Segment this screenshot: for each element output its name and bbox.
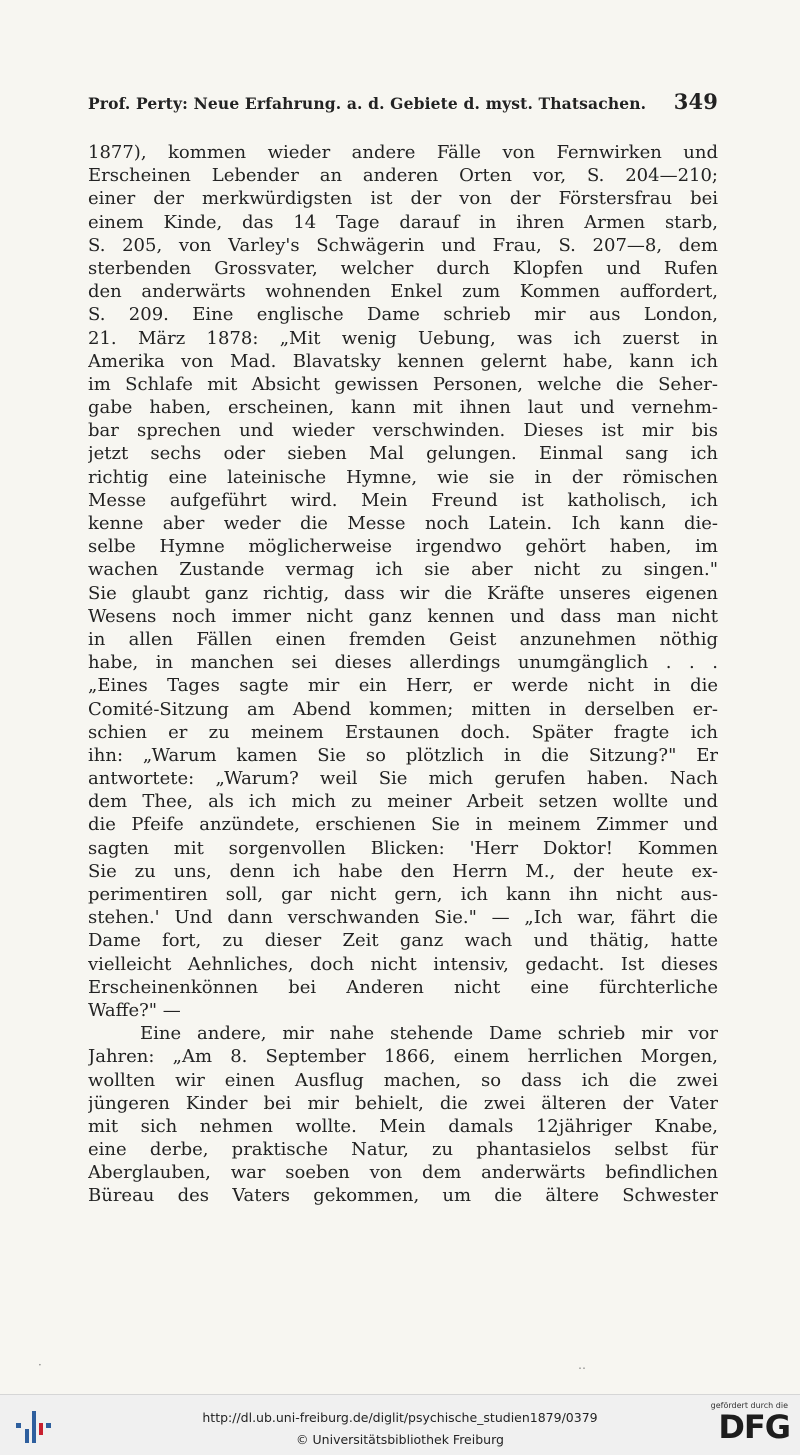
text-line: bar sprechen und wieder verschwinden. Dieses ist mir bis: [88, 420, 718, 442]
text-line: Wesens noch immer nicht ganz kennen und dass man nicht: [88, 605, 718, 627]
text-line: einem Kinde, das 14 Tage darauf in ihren Armen starb,: [88, 211, 718, 233]
text-line: kenne aber weder die Messe noch Latein. Ich kann die-: [88, 513, 718, 534]
text-line: vielleicht Aehnliches, doch nicht intensiv, gedacht. Ist dieses: [88, 953, 718, 975]
text-line: im Schlafe mit Absicht gewissen Personen, welche die Seher-: [88, 373, 718, 395]
text-line: Messe aufgeführt wird. Mein Freund ist katholisch, ich: [88, 489, 718, 511]
text-line: sterbenden Grossvater, welcher durch Klopfen und Rufen: [88, 257, 718, 279]
text-line: die Pfeife anzündete, erschienen Sie in meinem Zimmer und: [88, 814, 718, 836]
text-line: in allen Fällen einen fremden Geist anzunehmen nöthig: [88, 628, 718, 650]
text-line: selbe Hymne möglicherweise irgendwo gehört haben, im: [88, 536, 718, 558]
text-line: sagten mit sorgenvollen Blicken: 'Herr Doktor! Kommen: [88, 837, 718, 859]
text-line: den anderwärts wohnenden Enkel zum Kommen auffordert,: [88, 281, 718, 303]
text-line: einer der merkwürdigsten ist der von der Förstersfrau bei: [88, 188, 718, 210]
text-line: antwortete: „Warum? weil Sie mich gerufen haben. Nach: [88, 768, 718, 790]
scan-speck: ‥: [578, 1358, 587, 1372]
text-line: Comité-Sitzung am Abend kommen; mitten in derselben er-: [88, 698, 718, 720]
text-line: wachen Zustande vermag ich sie aber nicht zu singen.": [88, 559, 718, 581]
dfg-caption: gefördert durch die: [710, 1401, 788, 1410]
text-line: perimentiren soll, gar nicht gern, ich kann ihn nicht aus-: [88, 884, 718, 905]
text-line: jüngeren Kinder bei mir behielt, die zwei älteren der Vater: [88, 1092, 718, 1114]
text-line: richtig eine lateinische Hymne, wie sie in der römischen: [88, 466, 718, 488]
text-line: S. 205, von Varley's Schwägerin und Frau, S. 207—8, dem: [88, 234, 718, 256]
copyright-notice: © Universitätsbibliothek Freiburg: [296, 1432, 504, 1447]
viewer-footer: [0, 1394, 800, 1455]
text-line: stehen.' Und dann verschwanden Sie." — „Ich war, fährt die: [88, 907, 718, 929]
scan-speck: ·: [38, 1358, 42, 1372]
text-line: Dame fort, zu dieser Zeit ganz wach und thätig, hatte: [88, 930, 718, 952]
running-head: [88, 92, 718, 118]
text-line: 21. März 1878: „Mit wenig Uebung, was ich zuerst in: [88, 327, 718, 349]
text-line: eine derbe, praktische Natur, zu phantasielos selbst für: [88, 1139, 718, 1161]
text-line: Eine andere, mir nahe stehende Dame schrieb mir vor: [140, 1023, 718, 1045]
text-line: „Eines Tages sagte mir ein Herr, er werde nicht in die: [88, 675, 718, 697]
body-text: [88, 141, 718, 1208]
text-line: Amerika von Mad. Blavatsky kennen gelernt habe, kann ich: [88, 350, 718, 372]
text-line: mit sich nehmen wollte. Mein damals 12jähriger Knabe,: [88, 1115, 718, 1137]
text-line: gabe haben, erscheinen, kann mit ihnen laut und vernehm-: [88, 397, 718, 419]
text-line: Jahren: „Am 8. September 1866, einem herrlichen Morgen,: [88, 1046, 718, 1068]
permalink-url[interactable]: http://dl.ub.uni-freiburg.de/diglit/psychische_studien1879/0379: [202, 1410, 598, 1425]
text-line: habe, in manchen sei dieses allerdings unumgänglich . . .: [88, 652, 718, 674]
page-number: 349: [673, 92, 718, 114]
text-line: 1877), kommen wieder andere Fälle von Fernwirken und: [88, 142, 718, 163]
running-head-title: Prof. Perty: Neue Erfahrung. a. d. Gebiete d. myst. Thatsachen.: [88, 94, 647, 113]
text-line: Sie glaubt ganz richtig, dass wir die Kräfte unseres eigenen: [88, 582, 718, 604]
text-line: jetzt sechs oder sieben Mal gelungen. Einmal sang ich: [88, 443, 718, 465]
text-line: wollten wir einen Ausflug machen, so dass ich die zwei: [88, 1069, 718, 1091]
text-line: Erscheinen Lebender an anderen Orten vor, S. 204—210;: [88, 165, 718, 187]
text-line: schien er zu meinem Erstaunen doch. Später fragte ich: [88, 721, 718, 743]
dfg-logo-text: DFG: [718, 1408, 790, 1446]
text-line: dem Thee, als ich mich zu meiner Arbeit setzen wollte und: [88, 791, 718, 813]
text-line: Sie zu uns, denn ich habe den Herrn M., der heute ex-: [88, 860, 718, 882]
dfg-logo-icon[interactable]: [710, 1401, 790, 1451]
text-line: Waffe?" —: [88, 999, 181, 1021]
text-line: S. 209. Eine englische Dame schrieb mir aus London,: [88, 304, 718, 326]
text-line: Aberglauben, war soeben von dem anderwärts befindlichen: [88, 1162, 718, 1184]
text-line: Büreau des Vaters gekommen, um die ältere Schwester: [88, 1185, 718, 1207]
text-line: Erscheinenkönnen bei Anderen nicht eine fürchterliche: [88, 976, 718, 998]
text-line: ihn: „Warum kamen Sie so plötzlich in die Sitzung?" Er: [88, 744, 718, 766]
